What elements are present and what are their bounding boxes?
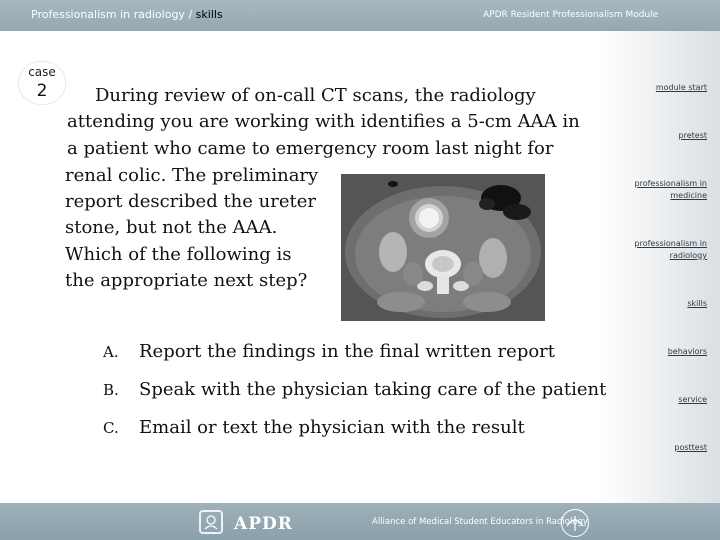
case-number: 2 [36,81,48,101]
nav-link-module-start[interactable]: module start [655,83,707,92]
case-label: case [28,65,56,79]
alliance-text: Alliance of Medical Student Educators in Radiology [372,517,588,527]
option-text: Email or text the physician with the result [139,417,525,438]
breadcrumb-parent[interactable]: Professionalism in radiology / [31,8,193,21]
option-text: Speak with the physician taking care of the patient [139,379,607,400]
option-letter: B. [103,381,119,399]
nav-link-professionalism-in-medicine[interactable] [635,178,708,202]
breadcrumb [31,8,223,21]
case-badge [19,62,65,104]
nav-link-line: professionalism in [634,179,707,188]
apdr-logo-icon [199,510,223,534]
question-line: a patient who came to emergency room last night for [67,138,554,159]
breadcrumb-current: skills [195,8,223,21]
question-line: renal colic. The preliminary [65,165,319,186]
nav-link-pretest[interactable]: pretest [678,131,707,140]
module-title: APDR Resident Professionalism Module [483,10,659,20]
question-line: Which of the following is [65,244,292,265]
nav-link-skills[interactable]: skills [687,299,707,308]
nav-link-professionalism-in-radiology[interactable] [635,238,708,262]
nav-link-line: radiology [669,251,707,260]
nav-link-line: professionalism in [634,239,707,248]
answer-option-a[interactable] [103,341,555,362]
apdr-logo-text: APDR [234,514,293,534]
option-text: Report the findings in the final written report [139,341,556,362]
option-letter: C. [103,419,119,437]
question-line: During review of on-call CT scans, the radiology [95,85,536,106]
question-line: attending you are working with identifies a 5-cm AAA in [67,111,580,132]
footer-bar [0,503,720,540]
question-line: the appropriate next step? [65,270,308,291]
answer-option-c[interactable] [103,417,525,438]
nav-link-service[interactable]: service [678,395,707,404]
option-letter: A. [103,343,119,361]
question-line: stone, but not the AAA. [65,217,278,238]
nav-link-posttest[interactable]: posttest [674,443,707,452]
question-line: report described the ureter [65,191,316,212]
nav-link-line: medicine [670,191,707,200]
sidebar [600,31,720,503]
answer-option-b[interactable] [103,379,606,400]
amser-logo-icon [561,509,589,537]
nav-link-behaviors[interactable]: behaviors [667,347,707,356]
ct-scan-image [341,174,545,321]
